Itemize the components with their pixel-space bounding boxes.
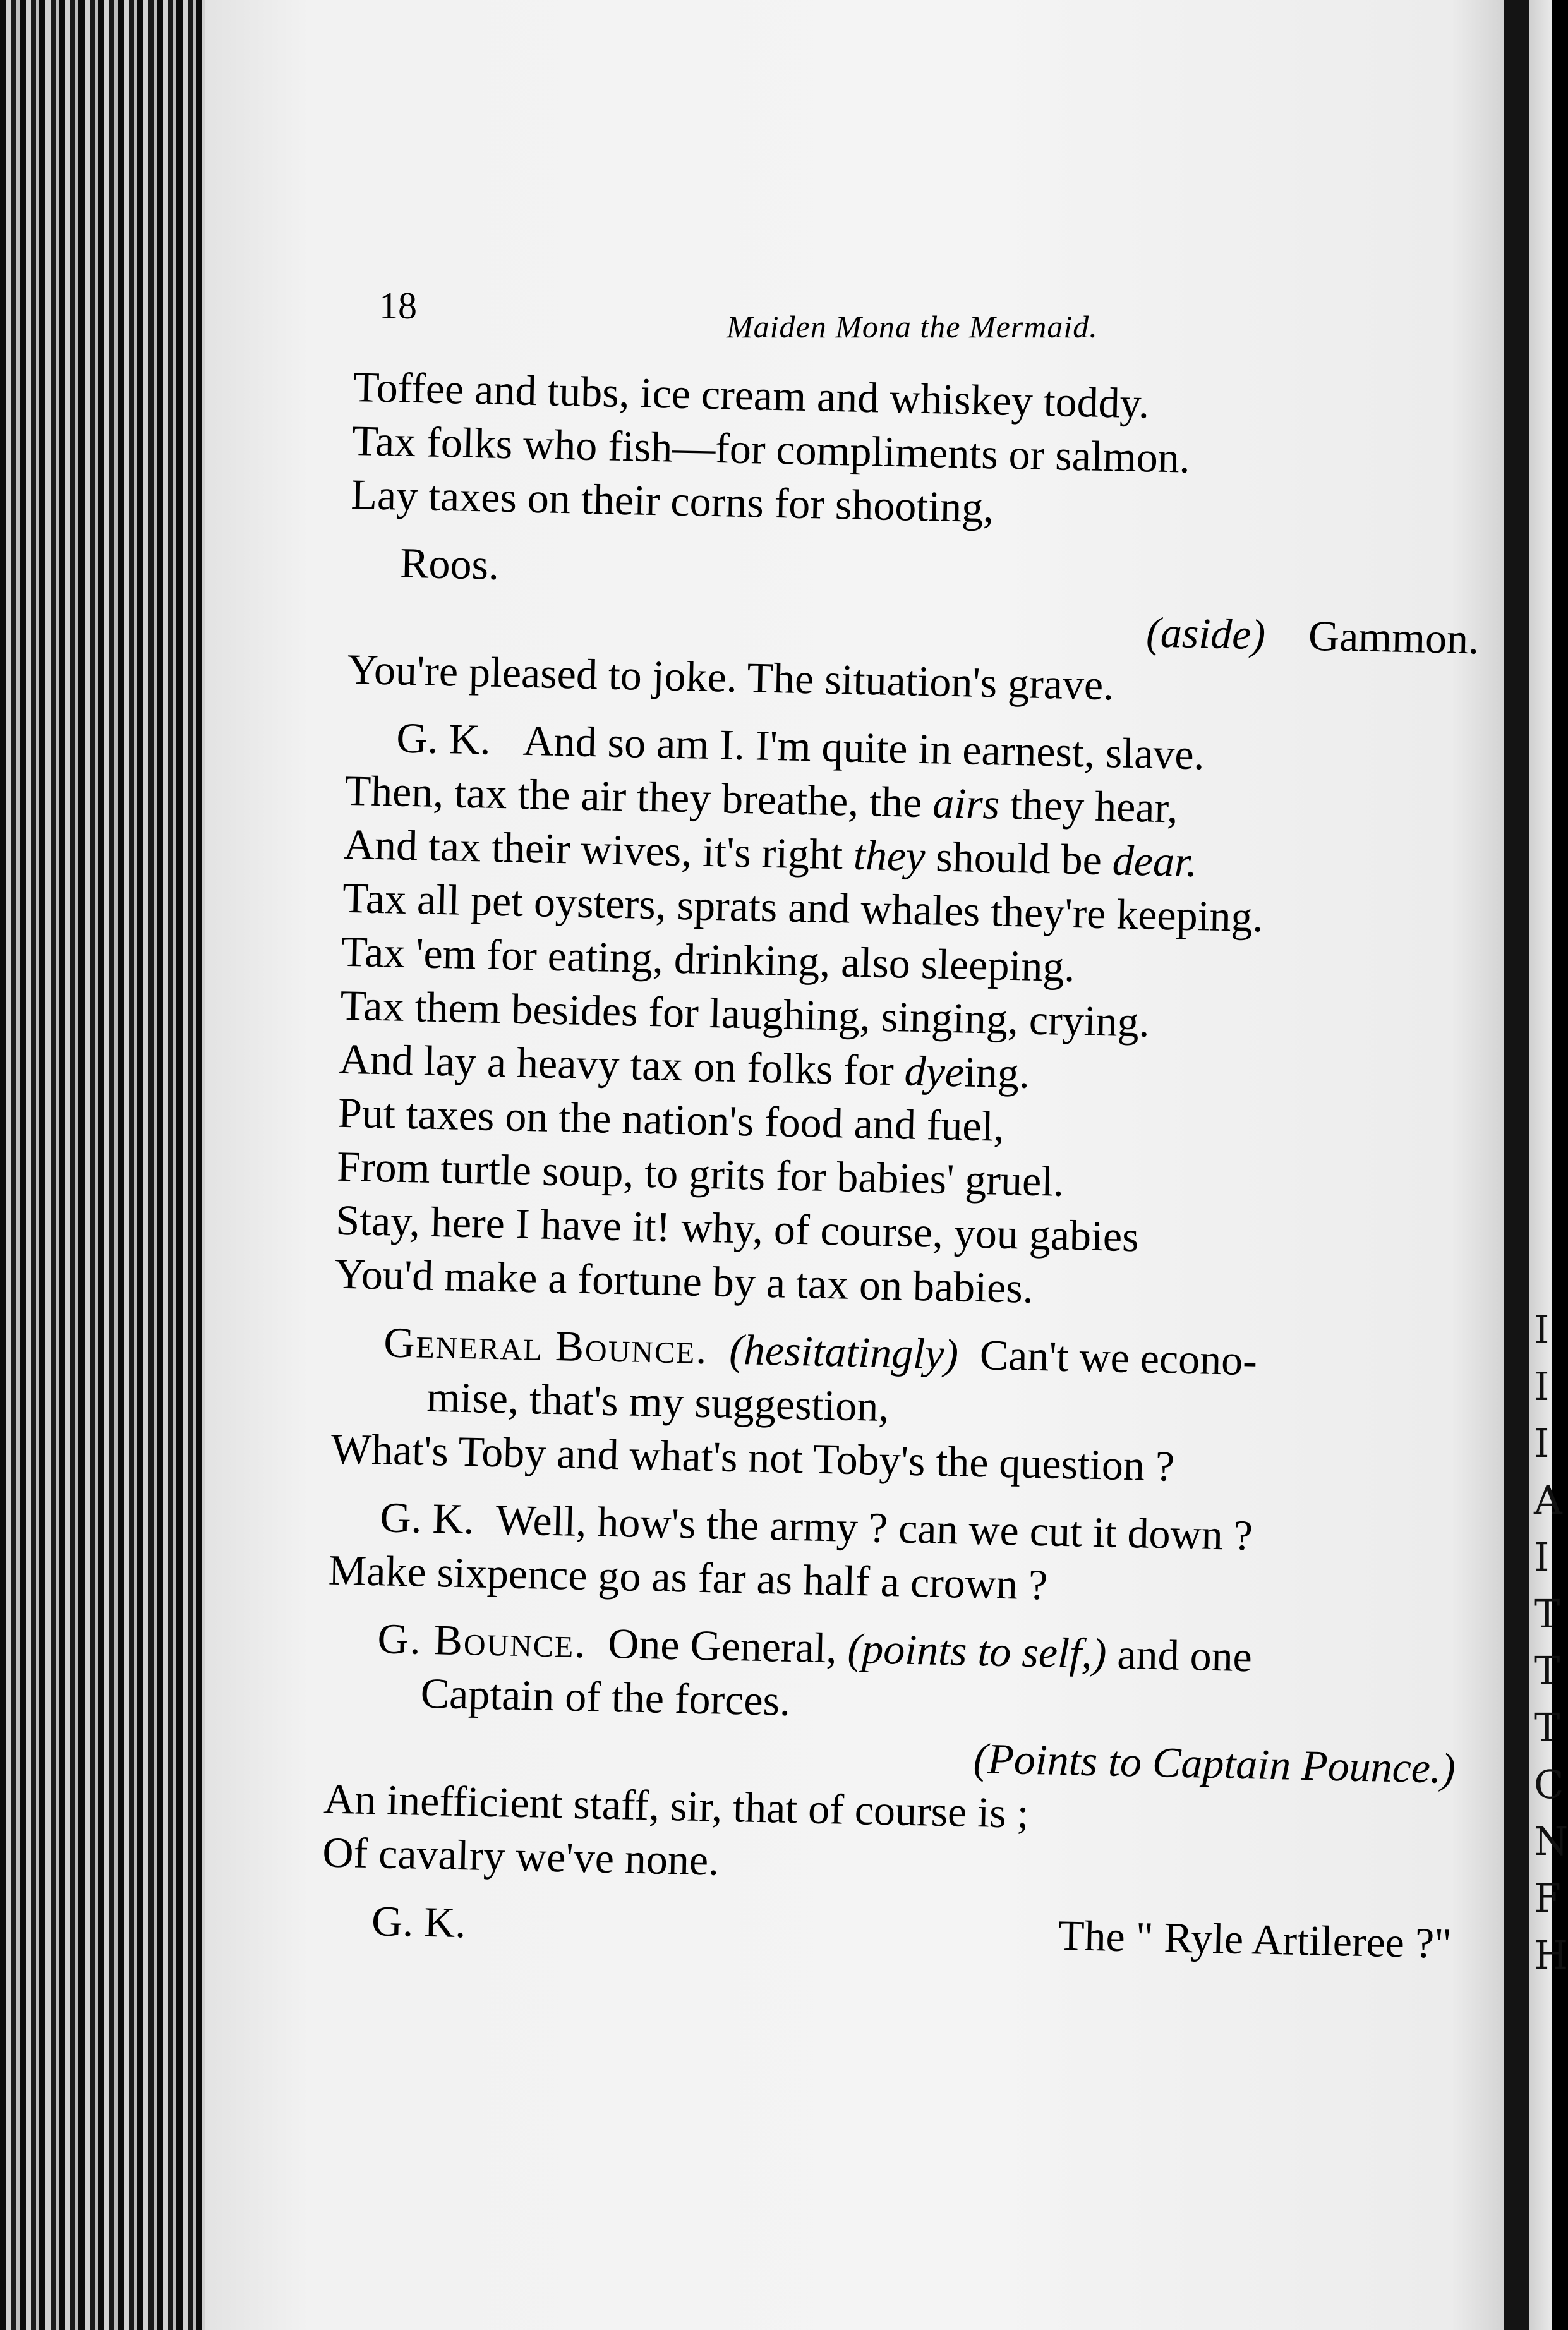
facing-letter: T	[1534, 1705, 1560, 1751]
text-run: ing.	[963, 1047, 1030, 1097]
emphasis: airs	[932, 778, 1000, 828]
verse-line: mise, that's my suggestion,	[426, 1372, 890, 1431]
verse-line: From turtle soup, to grits for babies' gruel.	[336, 1142, 1064, 1205]
facing-letter: H	[1534, 1932, 1568, 1978]
facing-letter: C	[1534, 1761, 1564, 1808]
speech-text: And so am I. I'm quite in earnest, slave.	[522, 716, 1205, 779]
verse-line: Stay, here I have it! why, of course, you gabies	[335, 1195, 1140, 1261]
speaker-name: G. K.	[395, 713, 492, 764]
speech-text: Well, how's the army ? can we cut it down ?	[495, 1495, 1253, 1560]
verse-line: Of cavalry we've none.	[322, 1828, 720, 1885]
speaker-name: G. K.	[379, 1493, 475, 1543]
verse-line: Toffee and tubs, ice cream and whiskey toddy.	[353, 362, 1150, 428]
page-number: 18	[379, 285, 417, 327]
verse-line: Tax them besides for laughing, singing, crying.	[339, 981, 1150, 1046]
speech-text: and one	[1116, 1629, 1253, 1681]
facing-letter: T	[1534, 1648, 1560, 1694]
stage-direction: (hesitatingly)	[728, 1325, 959, 1379]
verse-line: Tax folks who fish—for compliments or salmon.	[351, 416, 1191, 482]
verse-line: Lay taxes on their corns for shooting,	[350, 469, 995, 532]
running-title: Maiden Mona the Mermaid.	[727, 309, 1098, 344]
stage-direction: (Points to Captain Pounce.)	[973, 1734, 1456, 1792]
page-edges	[0, 0, 208, 2330]
emphasis: they	[853, 830, 926, 881]
verse-line: Tax 'em for eating, drinking, also sleeping.	[341, 927, 1076, 991]
facing-letter: T	[1534, 1591, 1560, 1637]
text-run: And lay a heavy tax on folks for	[339, 1034, 905, 1095]
speech-text: One General,	[607, 1619, 838, 1672]
text-run: Then, tax the air they breathe, the	[344, 766, 934, 827]
speaker-name: G. Bounce.	[377, 1614, 588, 1667]
text-run: And tax their wives, it's right	[343, 819, 854, 879]
facing-page-letters	[1534, 1301, 1568, 1984]
speaker-name: G. K.	[371, 1897, 467, 1947]
text-run: should be	[924, 832, 1113, 884]
verse-line: Tax all pet oysters, sprats and whales they're keeping.	[342, 873, 1264, 941]
play-text	[320, 360, 1484, 1971]
facing-letter: I	[1534, 1363, 1550, 1409]
facing-letter: I	[1534, 1420, 1550, 1466]
text-run: they hear,	[999, 780, 1179, 832]
emphasis: dear.	[1112, 836, 1198, 886]
facing-letter: A	[1534, 1477, 1562, 1523]
facing-letter: I	[1534, 1307, 1550, 1353]
aside-text: Gammon.	[1308, 611, 1480, 663]
aside-group	[1145, 605, 1480, 666]
verse-line: Make sixpence go as far as half a crown ?	[328, 1545, 1048, 1609]
verse-line: An inefficient staff, sir, that of course is ;	[323, 1774, 1030, 1837]
speaker-name: General Bounce.	[383, 1318, 709, 1373]
verse-line: You're pleased to joke. The situation's grave.	[346, 644, 1114, 709]
facing-letter: F	[1534, 1875, 1562, 1921]
verse-line: Captain of the forces.	[420, 1669, 791, 1725]
verse-line: You'd make a fortune by a tax on babies.	[334, 1249, 1034, 1312]
facing-letter: N	[1534, 1818, 1568, 1864]
emphasis: dye	[903, 1046, 965, 1096]
stage-direction: (points to self,)	[847, 1624, 1107, 1678]
verse-line: Put taxes on the nation's food and fuel,	[337, 1088, 1005, 1150]
speech-text: Can't we econo-	[979, 1331, 1258, 1385]
speaker-name: Roos.	[399, 538, 500, 589]
facing-letter: I	[1534, 1534, 1550, 1580]
stage-direction: (aside)	[1145, 608, 1266, 659]
speech-text: The " Ryle Artileree ?"	[1058, 1910, 1452, 1967]
verse-line: What's Toby and what's not Toby's the question ?	[330, 1424, 1175, 1490]
